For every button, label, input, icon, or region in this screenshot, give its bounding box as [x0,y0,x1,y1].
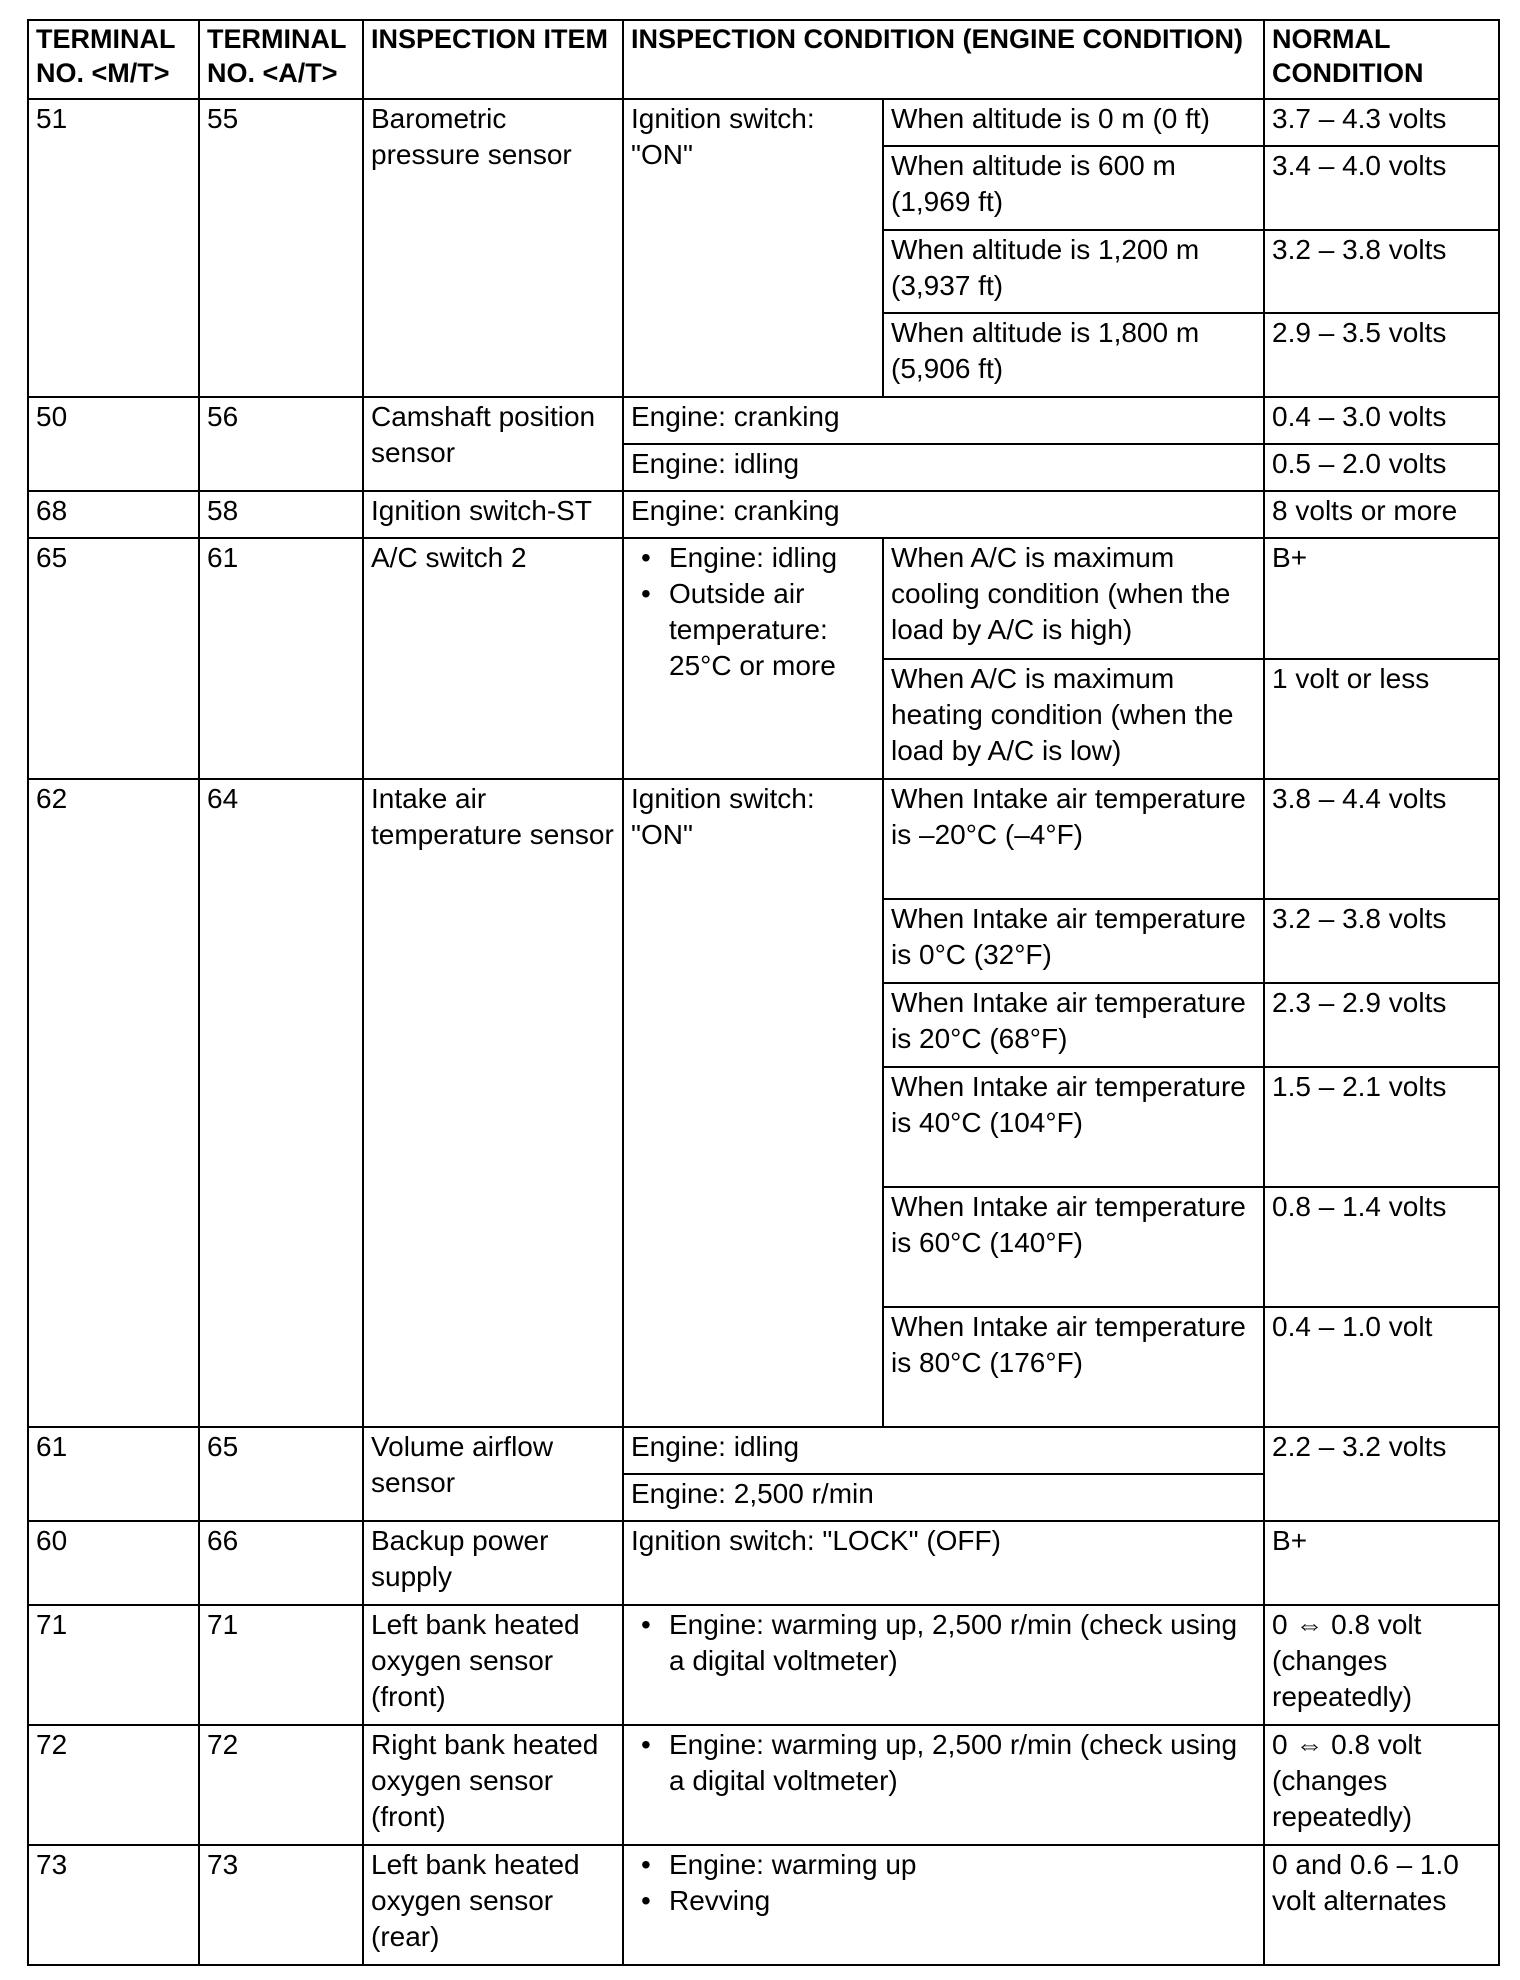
normal-condition: B+ [1264,538,1499,659]
normal-condition: 0.4 – 3.0 volts [1264,397,1499,444]
inspection-condition: Ignition switch: "ON" [623,779,883,1427]
table-row [28,99,1499,146]
terminal-mt: 73 [28,1845,199,1965]
header-row [28,20,1499,99]
normal-condition: 1.5 – 2.1 volts [1264,1067,1499,1187]
inspection-item: Left bank heated oxygen sensor (rear) [363,1845,623,1965]
normal-condition: 2.2 – 3.2 volts [1264,1427,1499,1521]
sub-condition: When Intake air temperature is 40°C (104°F) [883,1067,1264,1187]
inspection-item: Barometric pressure sensor [363,99,623,397]
normal-condition: B+ [1264,1521,1499,1605]
terminal-at: 58 [199,491,363,538]
terminal-mt: 60 [28,1521,199,1605]
table-row [28,397,1499,444]
list-item: • Outside air temperature: 25°C or more [669,576,875,684]
condition-bullet-list [631,540,875,684]
inspection-item: Volume airflow sensor [363,1427,623,1521]
normal-condition: 8 volts or more [1264,491,1499,538]
table-row [28,1521,1499,1605]
normal-condition: 2.3 – 2.9 volts [1264,983,1499,1067]
terminal-mt: 51 [28,99,199,397]
sub-condition: When Intake air temperature is 80°C (176°F) [883,1307,1264,1427]
inspection-condition: Ignition switch: "LOCK" (OFF) [623,1521,1264,1605]
sub-condition: When altitude is 1,200 m (3,937 ft) [883,230,1264,313]
inspection-table [27,19,1500,1966]
terminal-mt: 50 [28,397,199,491]
list-item: • Engine: warming up, 2,500 r/min (check using a digital voltmeter) [669,1607,1256,1679]
list-item: • Engine: idling [669,540,875,576]
table-row [28,779,1499,899]
header-terminal-at: TERMINAL NO. <A/T> [199,20,363,99]
table-row [28,1427,1499,1474]
sub-condition: When A/C is maximum heating condition (when the load by A/C is low) [883,659,1264,779]
terminal-at: 72 [199,1725,363,1845]
terminal-at: 71 [199,1605,363,1725]
table-row [28,538,1499,659]
inspection-item: Right bank heated oxygen sensor (front) [363,1725,623,1845]
normal-condition: 1 volt or less [1264,659,1499,779]
sub-condition: When altitude is 0 m (0 ft) [883,99,1264,146]
table-row [28,491,1499,538]
normal-condition: 3.2 – 3.8 volts [1264,899,1499,983]
inspection-condition [623,1725,1264,1845]
sub-condition: When Intake air temperature is –20°C (–4°F) [883,779,1264,899]
condition-bullet-list [631,1607,1256,1679]
normal-condition: 3.4 – 4.0 volts [1264,146,1499,230]
terminal-at: 64 [199,779,363,1427]
inspection-condition [623,1605,1264,1725]
sub-condition: When Intake air temperature is 20°C (68°F) [883,983,1264,1067]
sub-condition: When altitude is 600 m (1,969 ft) [883,146,1264,230]
sub-condition: When Intake air temperature is 60°C (140°F) [883,1187,1264,1307]
header-inspection-item: INSPECTION ITEM [363,20,623,99]
inspection-item: Intake air temperature sensor [363,779,623,1427]
terminal-mt: 72 [28,1725,199,1845]
terminal-mt: 61 [28,1427,199,1521]
inspection-condition [623,538,883,779]
header-normal-condition: NORMAL CONDITION [1264,20,1499,99]
terminal-at: 61 [199,538,363,779]
terminal-at: 73 [199,1845,363,1965]
terminal-mt: 65 [28,538,199,779]
normal-condition: 0 ⇔ 0.8 volt (changes repeatedly) [1264,1725,1499,1845]
terminal-mt: 68 [28,491,199,538]
table-row [28,1725,1499,1845]
terminal-at: 55 [199,99,363,397]
list-item: • Engine: warming up, 2,500 r/min (check using a digital voltmeter) [669,1727,1256,1799]
inspection-condition: Engine: idling [623,1427,1264,1474]
inspection-item: Left bank heated oxygen sensor (front) [363,1605,623,1725]
terminal-at: 65 [199,1427,363,1521]
inspection-condition: Ignition switch: "ON" [623,99,883,397]
sub-condition: When Intake air temperature is 0°C (32°F) [883,899,1264,983]
inspection-item: A/C switch 2 [363,538,623,779]
normal-condition: 0.5 – 2.0 volts [1264,444,1499,491]
header-inspection-condition: INSPECTION CONDITION (ENGINE CONDITION) [623,20,1264,99]
condition-bullet-list [631,1727,1256,1799]
list-item: • Revving [669,1883,1256,1919]
header-terminal-mt: TERMINAL NO. <M/T> [28,20,199,99]
inspection-condition [623,1845,1264,1965]
normal-condition: 0 and 0.6 – 1.0 volt alternates [1264,1845,1499,1965]
normal-condition: 2.9 – 3.5 volts [1264,313,1499,397]
normal-condition: 3.8 – 4.4 volts [1264,779,1499,899]
inspection-item: Backup power supply [363,1521,623,1605]
normal-condition: 3.2 – 3.8 volts [1264,230,1499,313]
normal-condition: 0.8 – 1.4 volts [1264,1187,1499,1307]
table-row [28,1845,1499,1965]
normal-condition: 0 ⇔ 0.8 volt (changes repeatedly) [1264,1605,1499,1725]
inspection-condition: Engine: cranking [623,491,1264,538]
normal-condition: 3.7 – 4.3 volts [1264,99,1499,146]
list-item: • Engine: warming up [669,1847,1256,1883]
inspection-condition: Engine: cranking [623,397,1264,444]
inspection-item: Ignition switch-ST [363,491,623,538]
table-row [28,1605,1499,1725]
terminal-at: 66 [199,1521,363,1605]
normal-condition: 0.4 – 1.0 volt [1264,1307,1499,1427]
inspection-condition: Engine: idling [623,444,1264,491]
terminal-mt: 62 [28,779,199,1427]
sub-condition: When altitude is 1,800 m (5,906 ft) [883,313,1264,397]
sub-condition: When A/C is maximum cooling condition (when the load by A/C is high) [883,538,1264,659]
terminal-at: 56 [199,397,363,491]
terminal-mt: 71 [28,1605,199,1725]
inspection-item: Camshaft position sensor [363,397,623,491]
condition-bullet-list [631,1847,1256,1919]
inspection-condition: Engine: 2,500 r/min [623,1474,1264,1521]
